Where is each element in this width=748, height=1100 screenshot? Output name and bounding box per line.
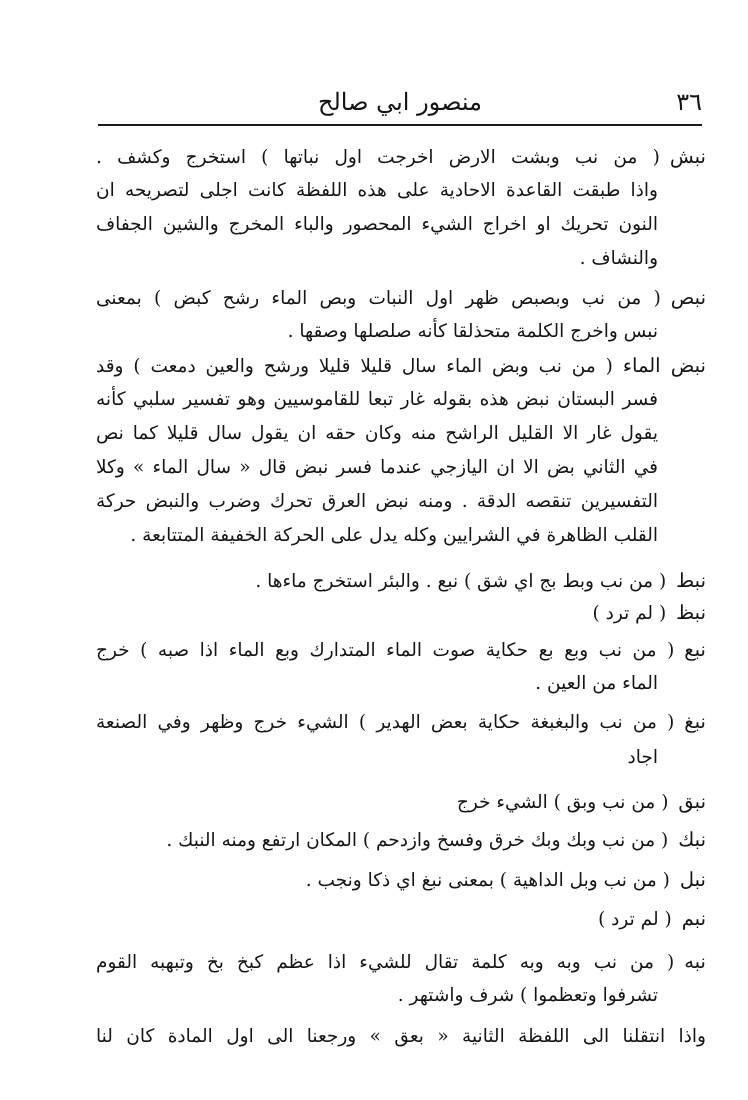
entry-term: نبم bbox=[681, 907, 706, 930]
entry-text: اجاد bbox=[627, 747, 658, 768]
entry-text: ( لم ترد ) bbox=[598, 909, 672, 930]
entry-text: الماء من العين . bbox=[535, 673, 658, 694]
entry-text: ( لم ترد ) bbox=[592, 603, 667, 624]
entry-line bbox=[96, 823, 706, 857]
header-rule bbox=[98, 124, 702, 126]
entry-line bbox=[96, 564, 706, 598]
entry-text: واذا طبقت القاعدة الاحادية على هذه اللفظة كانت اجلى لتصريحه ان bbox=[96, 180, 658, 201]
entry-text: ( من نب وبق ) الشيء خرج bbox=[456, 792, 669, 813]
entry-text: يقول غار الا القليل الراشح منه وكان حقه ان يقول سال قليلا كما نص bbox=[96, 423, 658, 444]
entry-term: نبل bbox=[679, 868, 706, 891]
entry-line bbox=[96, 633, 706, 667]
entry-text: في الثاني بض الا ان اليازجي عندما فسر نبض قال « سال الماء » وكلا bbox=[96, 457, 658, 478]
entry-line bbox=[96, 705, 706, 739]
paragraph-text: واذا انتقلنا الى اللفظة الثانية « بعق » ورجعنا الى اول المادة كان لنا bbox=[96, 1026, 706, 1047]
entry-line bbox=[96, 785, 706, 819]
entry-term: نبص bbox=[670, 286, 706, 309]
entry-text: ( من نب وبصبص ظهر اول النبات وبص الماء رشح كبض ) بمعنى bbox=[96, 288, 661, 309]
entry-line bbox=[96, 281, 706, 315]
entry-text: ( من نب وبه وبه كلمة تقال للشيء اذا عظم كبخ بخ وتبهبه القوم bbox=[96, 952, 675, 973]
entry-line bbox=[96, 945, 706, 979]
entry-term: نبك bbox=[678, 828, 706, 851]
entry-term: نبغ bbox=[684, 710, 706, 733]
entry-text: ( من نب وبط بج اي شق ) نبع . والبئر استخرج ماءها . bbox=[255, 571, 667, 592]
entry-term: نبه bbox=[684, 950, 706, 973]
entry-line bbox=[96, 902, 706, 936]
page-header bbox=[98, 84, 702, 118]
entry-text: ( من نب وبل الداهية ) بمعنى نبغ اي ذكا ونجب . bbox=[305, 870, 670, 891]
entry-text: التفسيرين تنقصه الدقة . ومنه نبض العرق تحرك وضرب والنبض حركة bbox=[96, 491, 658, 512]
entry-line bbox=[96, 140, 706, 174]
entry-term: نبش bbox=[669, 145, 706, 168]
entry-term: نبع bbox=[684, 638, 706, 661]
entry-text: القلب الظاهرة في الشرايين وكله يدل على الحركة الخفيفة المتتابعة . bbox=[130, 525, 658, 546]
entry-text: والنشاف . bbox=[579, 248, 658, 269]
entry-line bbox=[96, 596, 706, 630]
entry-text: ( من نب وبشت الارض اخرجت اول نباتها ) استخرج وكشف . bbox=[96, 147, 660, 168]
entry-text: ( من نب وبع بع حكاية صوت الماء المتدارك وبع الماء اذا صبه ) خرج bbox=[96, 640, 675, 661]
running-title: منصور ابي صالح bbox=[317, 88, 482, 116]
entry-text: ( من نب وبك وبك خرق وفسخ وازدحم ) المكان ارتفع ومنه النبك . bbox=[166, 830, 669, 851]
entry-text: النون تحريك او اخراج الشيء المحصور والباء المخرج والشين الجفاف bbox=[96, 214, 658, 235]
entry-line bbox=[96, 349, 706, 383]
entry-text: فسر البستان نبض هذه بقوله غار تبعا للقاموسيين وهو تفسير سلبي كأنه bbox=[96, 389, 658, 410]
page-number: ٣٦ bbox=[676, 88, 702, 116]
entry-term: نبق bbox=[678, 790, 706, 813]
entry-term: نبط bbox=[676, 569, 706, 592]
entry-line bbox=[96, 863, 706, 897]
entry-text: ( من نب والبغبغة حكاية بعض الهدير ) الشيء خرج وظهر وفي الصنعة bbox=[96, 712, 675, 733]
entry-term: نبض الماء bbox=[622, 354, 706, 377]
entry-text: نبس واخرج الكلمة متحذلقا كأنه صلصلها وصقها . bbox=[287, 321, 658, 342]
entry-term: نبظ bbox=[676, 601, 706, 624]
entry-text: ( من نب وبض الماء سال قليلا قليلا ورشح والعين دمعت ) وقد bbox=[96, 356, 613, 377]
entry-text: تشرفوا وتعظموا ) شرف واشتهر . bbox=[397, 985, 658, 1006]
